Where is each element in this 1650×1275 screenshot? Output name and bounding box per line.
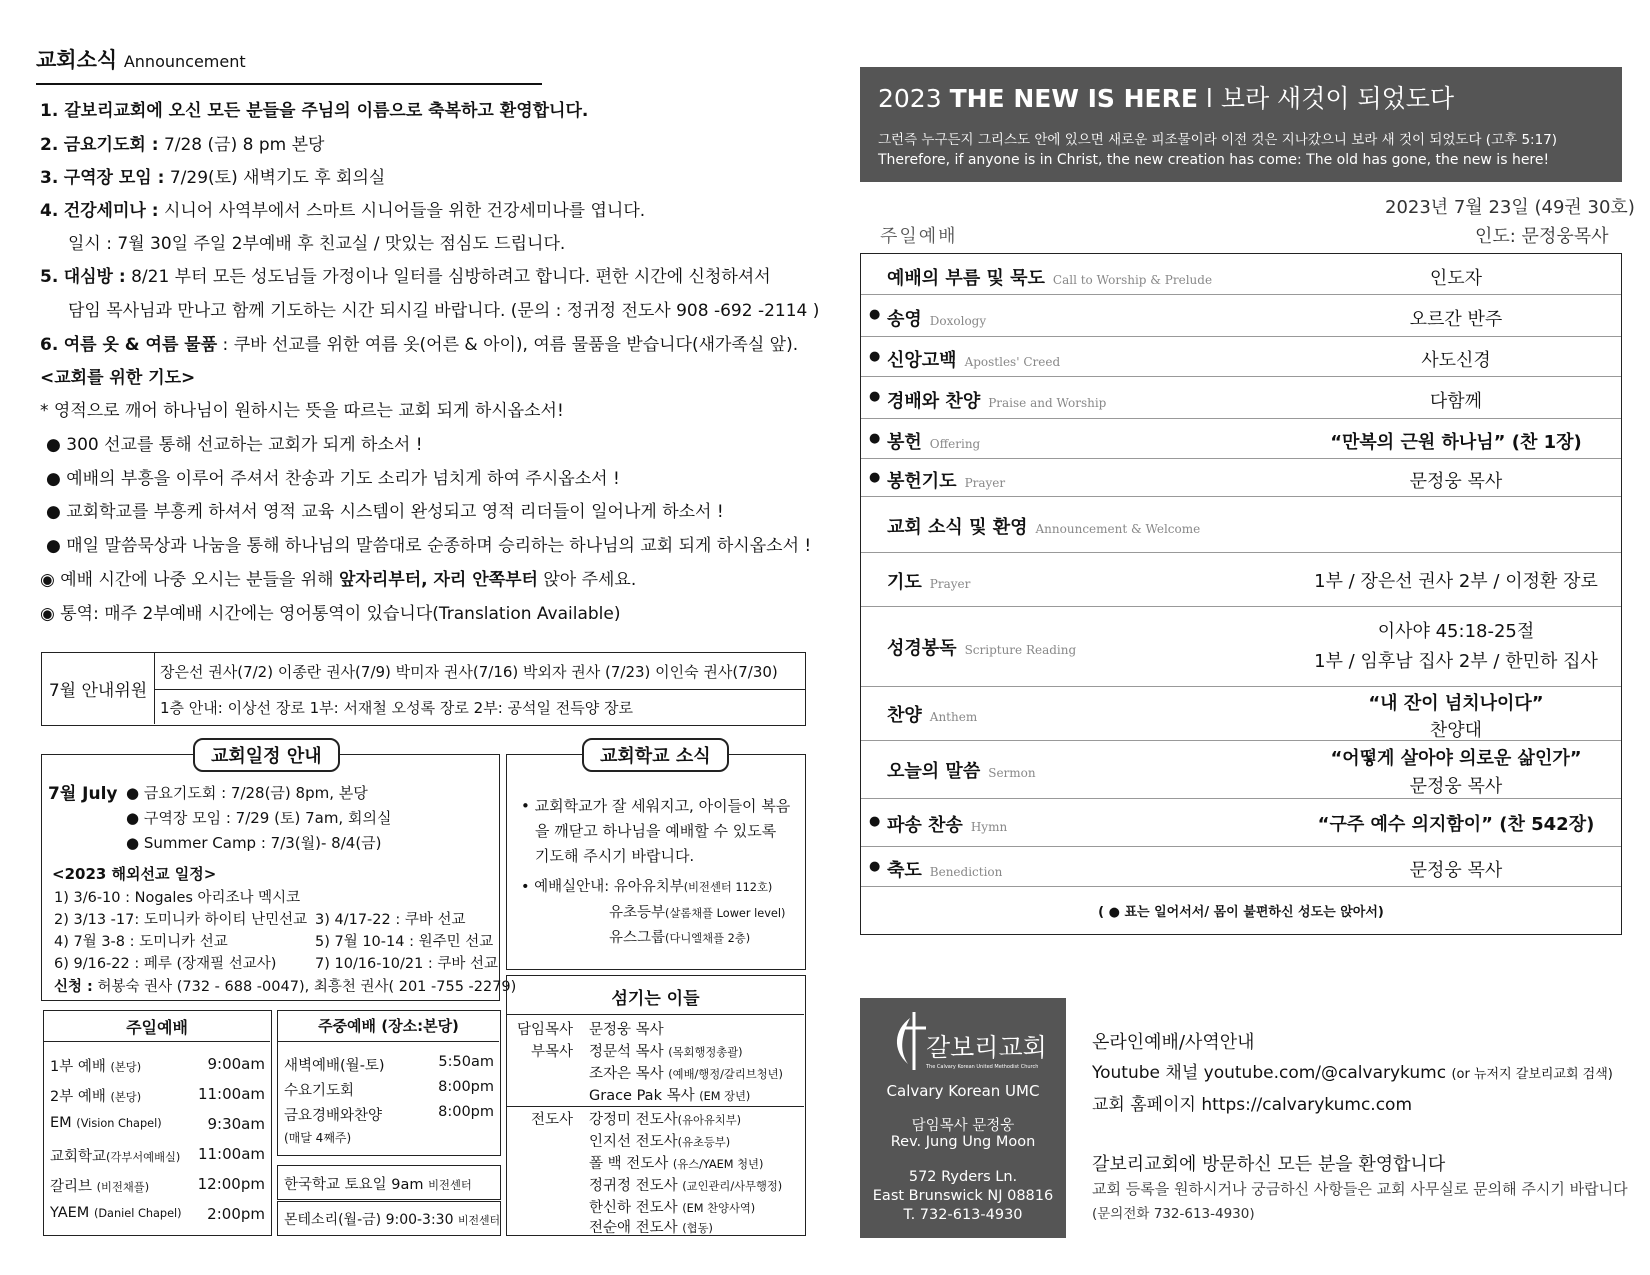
order-item-name: 오늘의 말씀 Sermon	[887, 761, 1036, 782]
order-item-value: 1부 / 장은선 권사 2부 / 이정환 장로	[1314, 571, 1598, 592]
ushers-label: 7월 안내위원	[42, 653, 155, 724]
order-item-value-2: 1부 / 임후남 집사 2부 / 한민하 집사	[1314, 651, 1598, 672]
divider	[44, 1041, 270, 1042]
schedule-title: 교회일정 안내	[193, 738, 340, 772]
order-row	[861, 496, 1621, 553]
divider	[507, 1014, 804, 1015]
divider	[507, 1106, 804, 1107]
service-name: 2부 예배 (본당)	[50, 1089, 142, 1105]
announcement-item-2: 2. 금요기도회 : 7/28 (금) 8 pm 본당	[40, 135, 325, 155]
servant-name: 한신하 전도사 (EM 찬양사역)	[589, 1200, 756, 1216]
school-room: 유스그룹(다니엘채플 2층)	[609, 930, 751, 946]
service-name: 갈리브 (비전채플)	[50, 1179, 150, 1195]
korean-school-box	[277, 1165, 501, 1200]
order-item-name: 신앙고백 Apostles' Creed	[887, 350, 1061, 371]
bulletin-date: 2023년 7월 23일 (49권 30호)	[1385, 197, 1635, 218]
pastor-en: Rev. Jung Ung Moon	[890, 1134, 1036, 1150]
address-line-2: East Brunswick NJ 08816	[872, 1188, 1054, 1204]
stand-marker-icon: ●	[869, 859, 881, 874]
mission-item: 7) 10/16-10/21 : 쿠바 선교	[315, 956, 499, 972]
sunday-service-box	[43, 1010, 272, 1236]
service-time: 9:00am	[207, 1055, 265, 1073]
order-item-name: 경배와 찬양 Praise and Worship	[887, 391, 1107, 412]
korean-school: 한국학교 토요일 9am 비전센터	[284, 1177, 472, 1193]
order-item-name: 교회 소식 및 환영 Announcement & Welcome	[887, 517, 1201, 538]
announcement-item-4: 4. 건강세미나 : 시니어 사역부에서 스마트 시니어들을 위한 건강세미나를 엽니다.	[40, 201, 646, 221]
announcement-item-6: 6. 여름 옷 & 여름 물품 : 쿠바 선교를 위한 여름 옷(어른 & 아이), 여름 물품을 받습니다(새가족실 앞).	[40, 335, 799, 355]
service-time: 5:50am	[438, 1054, 494, 1070]
logo-subtext: The Calvary Korean United Methodist Church	[926, 1064, 1039, 1070]
order-row	[861, 798, 1621, 847]
service-time: 12:00pm	[197, 1175, 265, 1193]
role-label: 부목사	[531, 1044, 574, 1060]
order-item-name: 찬양 Anthem	[887, 705, 978, 726]
weekday-service-box	[277, 1010, 501, 1156]
youtube-link[interactable]: youtube.com/@calvarykumc	[1203, 1063, 1447, 1083]
theme-verse-en: Therefore, if anyone is in Christ, the new creation has come: The old has gone, the new is here!	[878, 152, 1550, 168]
homepage-line: 교회 홈페이지 https://calvarykumc.com	[1092, 1095, 1413, 1115]
order-item-name: 파송 찬송 Hymn	[887, 815, 1008, 836]
service-name: YAEM (Daniel Chapel)	[50, 1205, 182, 1221]
stand-marker-icon: ●	[869, 307, 881, 322]
service-name: 1부 예배 (본당)	[50, 1059, 142, 1075]
mission-apply: 신청 : 허봉숙 권사 (732 - 688 -0047), 최흥천 권사( 201 -755 -2279)	[54, 979, 517, 995]
order-row	[861, 418, 1621, 459]
prayer-item: ● 교회학교를 부흥케 하셔서 영적 교육 시스템이 완성되고 영적 리더들이 일어나게 하소서 !	[46, 502, 724, 522]
welcome-title: 갈보리교회에 방문하신 모든 분을 환영합니다	[1092, 1154, 1446, 1175]
school-line: 을 깨닫고 하나님을 예배할 수 있도록	[535, 822, 777, 840]
order-item-value: 문정웅 목사	[1409, 860, 1503, 881]
mission-item: 4) 7월 3-8 : 도미니카 선교	[54, 934, 228, 950]
order-item-value: “구주 예수 의지함이” (찬 542장)	[1317, 814, 1595, 835]
order-row	[861, 254, 1621, 294]
church-name-en: Calvary Korean UMC	[886, 1082, 1040, 1100]
schedule-box	[41, 754, 517, 1001]
order-row	[861, 458, 1621, 497]
prayer-heading: <교회를 위한 기도>	[40, 368, 196, 388]
schedule-month: 7월 July	[48, 784, 118, 804]
announcement-item-4-detail: 일시 : 7월 30일 주일 2부예배 후 친교실 / 맛있는 점심도 드립니다.	[68, 234, 566, 254]
montessori-box	[277, 1201, 501, 1236]
school-box	[506, 754, 806, 970]
stand-marker-icon: ●	[869, 470, 881, 485]
order-item-value: “만복의 근원 하나님” (찬 1장)	[1330, 432, 1582, 453]
mission-item: 3) 4/17-22 : 쿠바 선교	[315, 912, 466, 928]
servant-name: 강정미 전도사(유아유치부)	[589, 1112, 742, 1128]
prayer-item: ● 300 선교를 통해 선교하는 교회가 되게 하소서 !	[46, 435, 423, 455]
school-line: • 교회학교가 잘 세워지고, 아이들이 복음	[521, 797, 791, 815]
announcement-item-3: 3. 구역장 모임 : 7/29(토) 새벽기도 후 회의실	[40, 168, 386, 188]
address-line-1: 572 Ryders Ln.	[908, 1169, 1018, 1185]
ushers-row-2: 1층 안내: 이상선 장로 1부: 서재철 오성록 장로 2부: 공석일 전득양 장로	[160, 699, 633, 717]
service-note: (매달 4째주)	[284, 1131, 352, 1145]
schedule-item: ● Summer Camp : 7/3(월)- 8/4(금)	[126, 834, 382, 852]
order-row	[861, 552, 1621, 607]
order-item-name: 예배의 부름 및 묵도 Call to Worship & Prelude	[887, 268, 1213, 289]
order-footnote: ( ● 표는 일어서서/ 몸이 불편하신 성도는 앉아서)	[1098, 905, 1384, 920]
mission-item: 6) 9/16-22 : 페루 (장재필 선교사)	[54, 956, 277, 972]
announcement-item-5-detail: 담임 목사님과 만나고 함께 기도하는 시간 되시길 바랍니다. (문의 : 정귀정 전도사 908 -692 -2114 )	[68, 301, 820, 321]
order-row	[861, 606, 1621, 687]
montessori: 몬테소리(월-금) 9:00-3:30 비전센터	[284, 1212, 501, 1228]
stand-marker-icon: ●	[869, 814, 881, 829]
service-time: 2:00pm	[207, 1205, 265, 1223]
school-room: 유초등부(살롬채플 Lower level)	[609, 905, 786, 921]
order-item-value: 문정웅 목사	[1409, 471, 1503, 492]
ushers-divider	[154, 689, 805, 690]
servant-name: 정문석 목사 (목회행정총괄)	[589, 1044, 743, 1060]
order-row	[861, 686, 1621, 741]
order-item-value: 다함께	[1429, 391, 1483, 412]
welcome-phone: (문의전화 732-613-4930)	[1092, 1206, 1255, 1222]
stand-marker-icon: ●	[869, 349, 881, 364]
servant-name: 전순애 전도사 (협동)	[589, 1220, 713, 1236]
order-item-value: 이사야 45:18-25절	[1377, 621, 1535, 642]
service-name: EM (Vision Chapel)	[50, 1115, 162, 1131]
servants-title: 섬기는 이들	[611, 989, 700, 1009]
online-title: 온라인예배/사역안내	[1092, 1032, 1255, 1053]
service-time: 9:30am	[207, 1115, 265, 1133]
order-of-worship	[860, 253, 1622, 935]
order-item-value-2: 찬양대	[1429, 720, 1483, 741]
announcement-item-1: 1. 갈보리교회에 오신 모든 분들을 주님의 이름으로 축복하고 환영합니다.	[40, 101, 589, 121]
order-item-name: 송영 Doxology	[887, 309, 987, 330]
school-title: 교회학교 소식	[582, 738, 729, 772]
servant-name: 정귀정 전도사 (교인관리/사무행정)	[589, 1178, 783, 1194]
theme-title: 2023 THE NEW IS HERE l 보라 새것이 되었도다	[878, 84, 1455, 113]
title-divider	[36, 83, 542, 85]
servant-name: Grace Pak 목사 (EM 장년)	[589, 1088, 751, 1104]
announcement-item-5: 5. 대심방 : 8/21 부터 모든 성도님들 가정이나 일터를 심방하려고 합니다. 편한 시간에 신청하셔서	[40, 267, 771, 287]
school-line: 기도해 주시기 바랍니다.	[535, 847, 695, 865]
order-item-name: 봉헌기도 Prayer	[887, 471, 1006, 492]
servant-name: 폴 백 전도사 (유스/YAEM 청년)	[589, 1156, 764, 1172]
order-item-value: 오르간 반주	[1409, 309, 1503, 330]
youtube-line: Youtube 채널 youtube.com/@calvarykumc (or 뉴저지 갈보리교회 검색)	[1092, 1063, 1613, 1083]
order-item-name: 기도 Prayer	[887, 572, 971, 593]
order-item-name: 축도 Benediction	[887, 860, 1003, 881]
service-name: 수요기도회	[284, 1083, 355, 1099]
seating-notice: ◉ 예배 시간에 나중 오시는 분들을 위해 앞자리부터, 자리 안쪽부터 앉아 주세요.	[40, 570, 637, 590]
logo-text: 갈보리교회	[926, 1033, 1047, 1062]
service-name: 금요경배와찬양	[284, 1108, 383, 1124]
prayer-item: ● 예배의 부흥을 이루어 주셔서 찬송과 기도 소리가 넘치게 하여 주시옵소서 !	[46, 469, 620, 489]
weekday-service-title: 주중예배 (장소:본당)	[318, 1017, 459, 1035]
prayer-item: ● 매일 말씀묵상과 나눔을 통해 하나님의 말씀대로 순종하며 승리하는 하나님의 교회 되게 하시옵소서 !	[46, 536, 812, 556]
stand-marker-icon: ●	[869, 431, 881, 446]
schedule-item: ● 금요기도회 : 7/28(금) 8pm, 본당	[126, 784, 368, 802]
ushers-row-1: 장은선 권사(7/2) 이종란 권사(7/9) 박미자 권사(7/16) 박외자 권사 (7/23) 이인숙 권사(7/30)	[160, 663, 778, 681]
order-row	[861, 376, 1621, 419]
service-name: 새벽예배(월-토)	[284, 1058, 385, 1074]
role-label: 전도사	[531, 1112, 574, 1128]
missions-heading: <2023 해외선교 일정>	[52, 865, 217, 883]
prayer-intro: * 영적으로 깨어 하나님이 원하시는 뜻을 따르는 교회 되게 하시옵소서!	[40, 401, 564, 421]
service-time: 8:00pm	[438, 1079, 494, 1095]
order-row	[861, 740, 1621, 799]
service-time: 11:00am	[197, 1085, 265, 1103]
servant-name: 인지선 전도사(유초등부)	[589, 1134, 731, 1150]
service-name: 교회학교(각부서예배실)	[50, 1149, 181, 1165]
servants-box	[506, 975, 806, 1236]
stand-marker-icon: ●	[869, 389, 881, 404]
service-time: 11:00am	[197, 1145, 265, 1163]
order-item-value: 사도신경	[1421, 350, 1491, 371]
servant-name: 조자은 목사 (예배/행정/갈리브청년)	[589, 1066, 783, 1082]
order-row	[861, 294, 1621, 337]
mission-item: 2) 3/13 -17: 도미니카 하이티 난민선교	[54, 912, 308, 928]
order-item-value: “내 잔이 넘치나이다”	[1368, 693, 1544, 714]
order-item-name: 봉헌 Offering	[887, 432, 981, 453]
homepage-link[interactable]: https://calvarykumc.com	[1201, 1095, 1413, 1115]
worship-label: 주일예배	[880, 226, 958, 247]
theme-banner	[860, 67, 1622, 182]
servant-name: 문정웅 목사	[589, 1022, 664, 1038]
mission-item: 5) 7월 10-14 : 원주민 선교	[315, 934, 494, 950]
order-row	[861, 846, 1621, 887]
divider	[278, 1041, 499, 1042]
worship-leader: 인도: 문정웅목사	[1475, 226, 1609, 247]
schedule-item: ● 구역장 모임 : 7/29 (토) 7am, 회의실	[126, 809, 392, 827]
order-row	[861, 336, 1621, 377]
theme-verse-ko: 그런즉 누구든지 그리스도 안에 있으면 새로운 피조물이라 이전 것은 지나갔으니 보라 새 것이 되었도다 (고후 5:17)	[878, 132, 1558, 148]
order-item-value-2: 문정웅 목사	[1409, 776, 1503, 797]
church-info-block	[860, 998, 1066, 1238]
announcement-title: 교회소식 Announcement	[36, 48, 246, 72]
mission-item: 1) 3/6-10 : Nogales 아리조나 멕시코	[54, 890, 301, 906]
school-room: • 예배실안내: 유아유치부(비전센터 112호)	[521, 879, 773, 895]
order-item-value: 인도자	[1429, 268, 1483, 289]
role-label: 담임목사	[517, 1022, 574, 1038]
order-item-name: 성경봉독 Scripture Reading	[887, 638, 1077, 659]
phone: T. 732-613-4930	[903, 1207, 1023, 1223]
ushers-table	[41, 652, 806, 726]
welcome-sub: 교회 등록을 원하시거나 궁금하신 사항들은 교회 사무실로 문의해 주시기 바랍니다	[1092, 1180, 1628, 1198]
pastor-ko: 담임목사 문정웅	[911, 1118, 1015, 1134]
service-time: 8:00pm	[438, 1104, 494, 1120]
church-logo	[874, 1008, 1052, 1076]
translation-notice: ◉ 통역: 매주 2부예배 시간에는 영어통역이 있습니다(Translation Available)	[40, 604, 621, 624]
sunday-service-title: 주일예배	[126, 1018, 188, 1037]
order-footnote-row	[861, 886, 1621, 935]
order-item-value: “어떻게 살아야 의로운 삶인가”	[1330, 748, 1582, 769]
